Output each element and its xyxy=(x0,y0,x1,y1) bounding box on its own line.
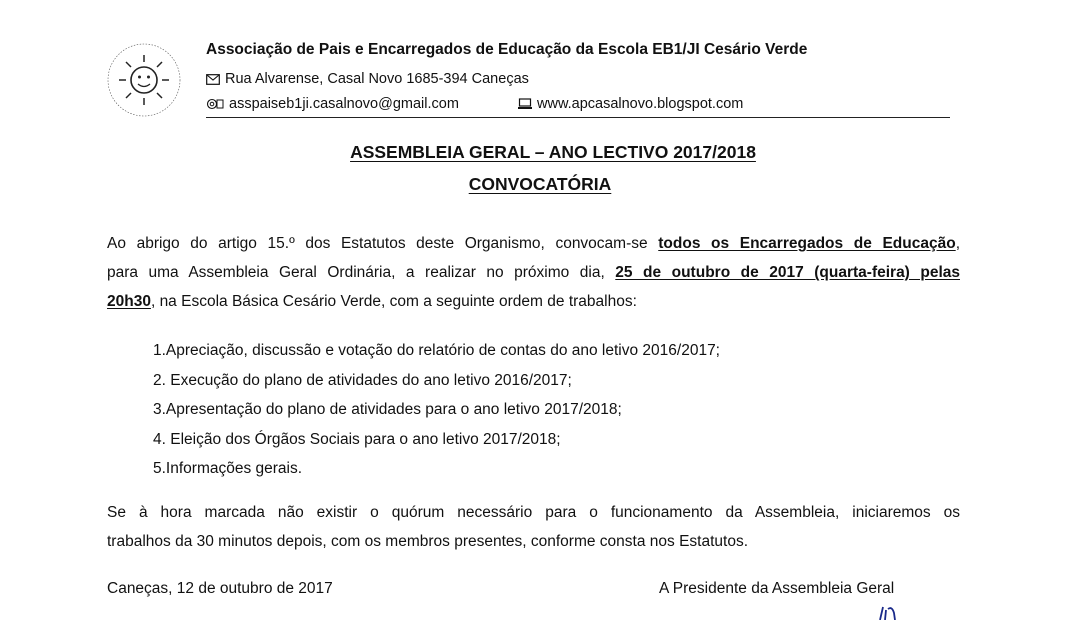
website-line xyxy=(518,96,743,112)
intro-line-2: para uma Assembleia Geral Ordinária, a realizar no próximo dia, 25 de outubro de 2017 (quarta-feira) pelas xyxy=(107,264,960,281)
agenda-item: 3.Apresentação do plano de atividades para o ano letivo 2017/2018; xyxy=(153,401,622,418)
sun-logo-icon xyxy=(104,40,184,120)
organization-name: Associação de Pais e Encarregados de Educação da Escola EB1/JI Cesário Verde xyxy=(206,41,808,58)
address-line xyxy=(206,71,529,87)
agenda-item: 2. Execução do plano de atividades do ano letivo 2016/2017; xyxy=(153,371,572,389)
website-text[interactable]: www.apcasalnovo.blogspot.com xyxy=(537,96,744,112)
agenda-item: 4. Eleição dos Órgãos Sociais para o ano letivo 2017/2018; xyxy=(153,430,561,448)
envelope-icon xyxy=(206,74,220,85)
agenda-item: 5.Informações gerais. xyxy=(153,460,303,477)
intro-line-3: 20h30, na Escola Básica Cesário Verde, com a seguinte ordem de trabalhos: xyxy=(107,293,637,310)
intro-line-1: Ao abrigo do artigo 15.º dos Estatutos deste Organismo, convocam-se todos os Encarregados de Educação, xyxy=(107,235,960,252)
email-at-icon xyxy=(206,98,224,110)
header-divider xyxy=(206,117,950,118)
agenda-item: 1.Apreciação, discussão e votação do relatório de contas do ano letivo 2016/2017; xyxy=(153,342,720,359)
intro-paragraph xyxy=(107,229,960,316)
document-subtitle: CONVOCATÓRIA xyxy=(468,174,612,194)
document-title: ASSEMBLEIA GERAL – ANO LECTIVO 2017/2018 xyxy=(350,142,756,162)
meeting-time-emphasis: 20h30 xyxy=(107,293,151,310)
computer-icon xyxy=(518,98,532,110)
meeting-date-emphasis: 25 de outubro de 2017 (quarta-feira) pelas xyxy=(615,264,960,281)
addressees-emphasis: todos os Encarregados de Educação xyxy=(658,235,956,252)
email-line xyxy=(206,96,459,112)
quorum-line-1: Se à hora marcada não existir o quórum necessário para o funcionamento da Assembleia, iniciaremos os xyxy=(107,504,960,521)
agenda-list xyxy=(153,336,720,484)
address-text: Rua Alvarense, Casal Novo 1685-394 Caneças xyxy=(225,71,529,87)
email-text[interactable]: asspaiseb1ji.casalnovo@gmail.com xyxy=(229,96,459,112)
place-and-date: Caneças, 12 de outubro de 2017 xyxy=(107,580,333,597)
signature-mark xyxy=(870,604,910,620)
quorum-line-2: trabalhos da 30 minutos depois, com os membros presentes, conforme consta nos Estatutos. xyxy=(107,533,748,550)
signatory-title: A Presidente da Assembleia Geral xyxy=(659,580,895,597)
quorum-paragraph xyxy=(107,498,960,556)
